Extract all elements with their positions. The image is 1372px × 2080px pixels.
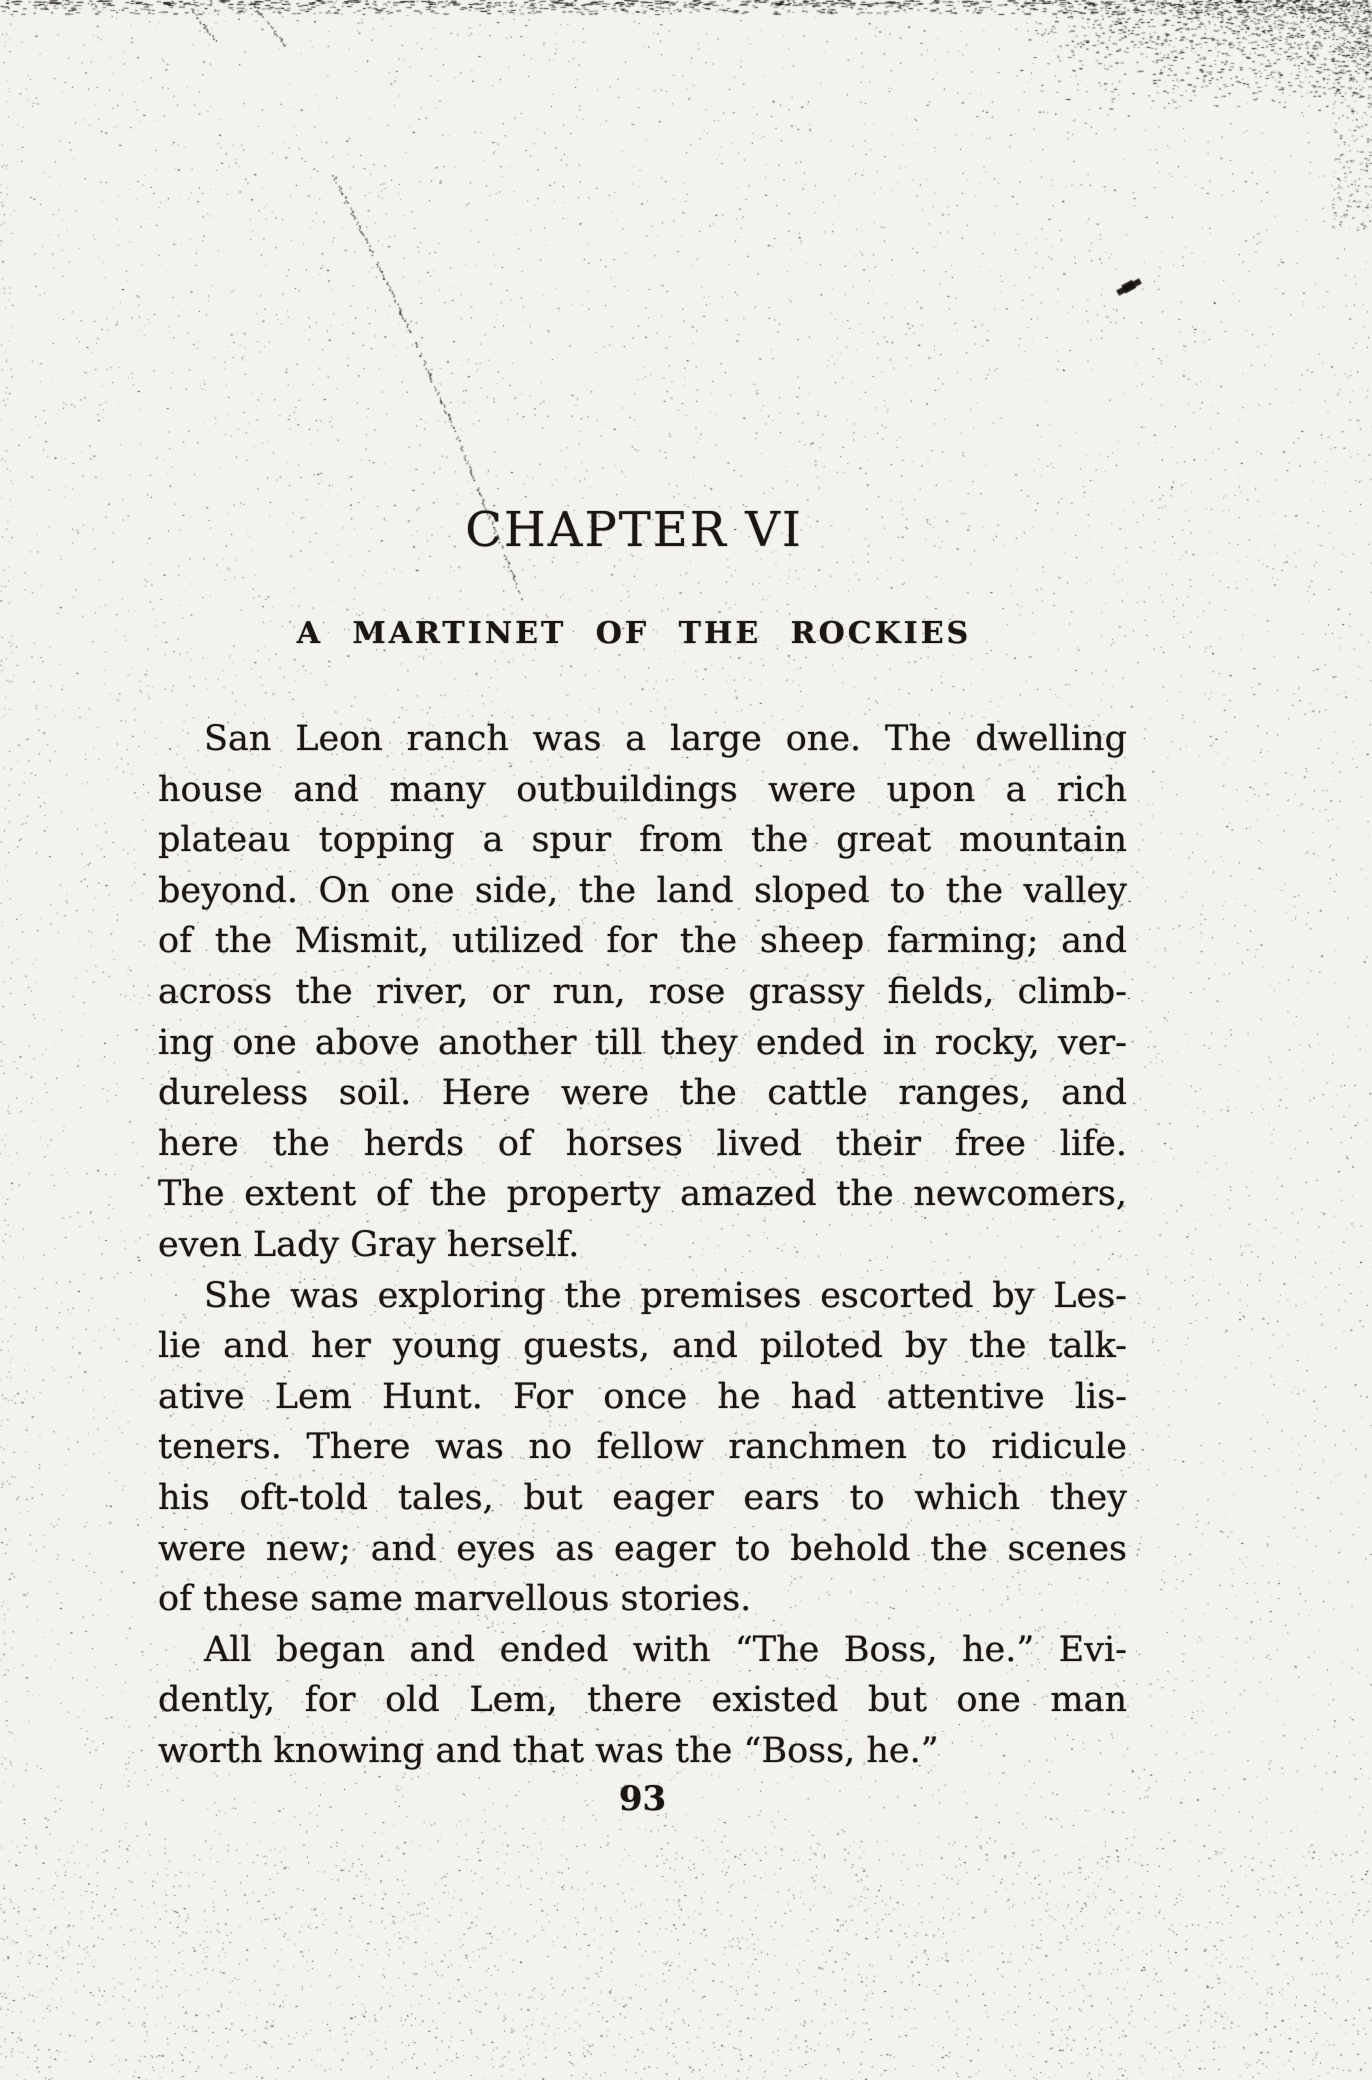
- body-line: plateau topping a spur from the great mountain: [158, 820, 1127, 861]
- body-line: beyond. On one side, the land sloped to the valley: [158, 870, 1127, 911]
- body-line: of the Mismit, utilized for the sheep farming; and: [158, 921, 1127, 962]
- body-line: house and many outbuildings were upon a rich: [158, 769, 1127, 810]
- body-line: lie and her young guests, and piloted by the talk-: [158, 1326, 1127, 1367]
- body-line: even Lady Gray herself.: [158, 1224, 580, 1265]
- body-line: across the river, or run, rose grassy fields, climb-: [158, 971, 1127, 1012]
- body-line: worth knowing and that was the “Boss, he.”: [158, 1730, 939, 1771]
- body-line: All began and ended with “The Boss, he.” Evi-: [204, 1629, 1127, 1670]
- body-line: of these same marvellous stories.: [158, 1579, 752, 1620]
- section-title: A MARTINET OF THE ROCKIES: [296, 616, 972, 651]
- page-number: 93: [618, 1779, 667, 1819]
- body-line: ing one above another till they ended in rocky, ver-: [158, 1022, 1127, 1063]
- body-text: [158, 714, 1127, 1776]
- body-line: here the herds of horses lived their free life.: [158, 1123, 1127, 1164]
- body-line: ative Lem Hunt. For once he had attentive lis-: [158, 1376, 1127, 1417]
- body-line: She was exploring the premises escorted by Les-: [204, 1275, 1127, 1316]
- chapter-title: CHAPTER VI: [465, 502, 803, 558]
- body-line: dureless soil. Here were the cattle ranges, and: [158, 1073, 1127, 1114]
- body-line: San Leon ranch was a large one. The dwelling: [204, 719, 1127, 759]
- body-line: teners. There was no fellow ranchmen to ridicule: [158, 1427, 1127, 1468]
- body-line: The extent of the property amazed the newcomers,: [158, 1174, 1127, 1215]
- body-line: were new; and eyes as eager to behold the scenes: [158, 1528, 1127, 1569]
- body-line: his oft-told tales, but eager ears to which they: [158, 1477, 1127, 1518]
- body-line: dently, for old Lem, there existed but one man: [158, 1680, 1127, 1721]
